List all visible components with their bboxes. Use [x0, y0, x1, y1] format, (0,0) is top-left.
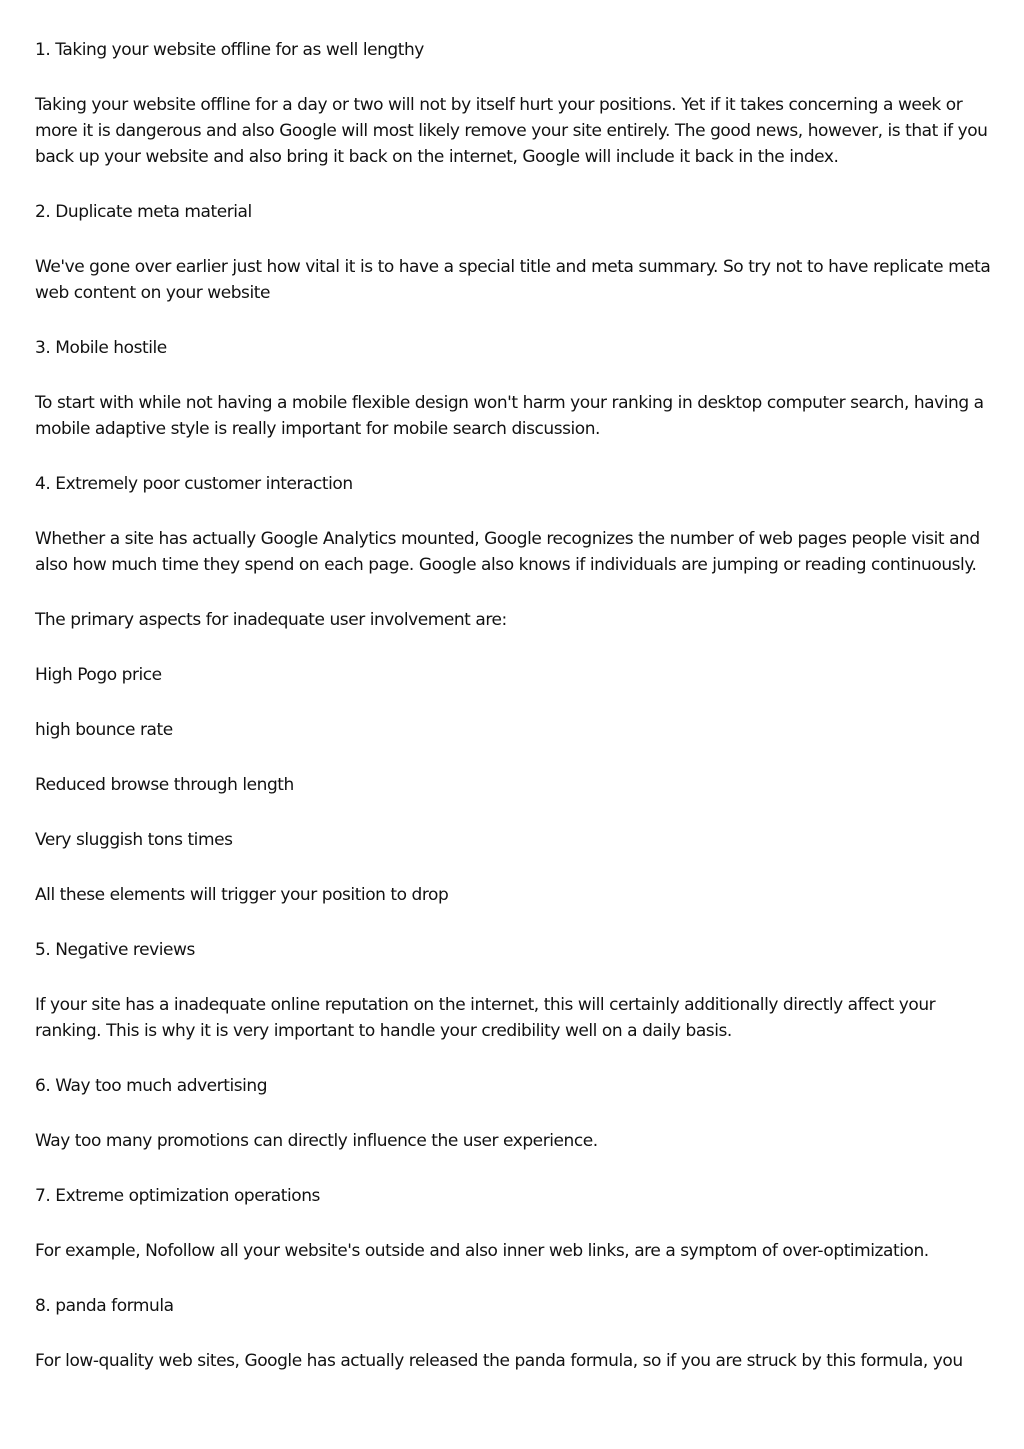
paragraph-6: Way too many promotions can directly influence the user experience. [35, 1131, 598, 1151]
list-item-load-times: Very sluggish tons times [35, 830, 233, 850]
list-item-browse-length: Reduced browse through length [35, 775, 294, 795]
paragraph-5: If your site has a inadequate online reputation on the internet, this will certainly additionally directly affect your ranking. This is why it is very important to handle your credibility well on a daily basis. [35, 995, 936, 1041]
paragraph-2: We've gone over earlier just how vital it is to have a special title and meta summary. So try not to have replicate meta web content on your website [35, 257, 991, 303]
paragraph-elements-drop: All these elements will trigger your position to drop [35, 885, 449, 905]
heading-4: 4. Extremely poor customer interaction [35, 474, 353, 494]
heading-1: 1. Taking your website offline for as well lengthy [35, 40, 424, 60]
heading-7: 7. Extreme optimization operations [35, 1186, 320, 1206]
heading-3: 3. Mobile hostile [35, 338, 167, 358]
heading-8: 8. panda formula [35, 1296, 174, 1316]
list-item-bounce: high bounce rate [35, 720, 173, 740]
paragraph-4: Whether a site has actually Google Analytics mounted, Google recognizes the number of web pages people visit and also how much time they spend on each page. Google also knows if individuals are jumping or reading continuously. [35, 529, 980, 575]
heading-2: 2. Duplicate meta material [35, 202, 252, 222]
heading-5: 5. Negative reviews [35, 940, 195, 960]
list-item-pogo: High Pogo price [35, 665, 162, 685]
document-page [35, 37, 995, 1403]
paragraph-3: To start with while not having a mobile flexible design won't harm your ranking in desktop computer search, having a mobile adaptive style is really important for mobile search discussion. [35, 393, 984, 439]
paragraph-8: For low-quality web sites, Google has actually released the panda formula, so if you are struck by this formula, you [35, 1351, 963, 1371]
paragraph-7: For example, Nofollow all your website's outside and also inner web links, are a symptom of over-optimization. [35, 1241, 929, 1261]
heading-6: 6. Way too much advertising [35, 1076, 268, 1096]
paragraph-1: Taking your website offline for a day or two will not by itself hurt your positions. Yet if it takes concerning a week or more it is dangerous and also Google will most likely remove your site entirely. The good news, however, is that if you back up your website and also bring it back on the internet, Google will include it back in the index. [35, 95, 988, 167]
paragraph-aspects-intro: The primary aspects for inadequate user involvement are: [35, 610, 507, 630]
